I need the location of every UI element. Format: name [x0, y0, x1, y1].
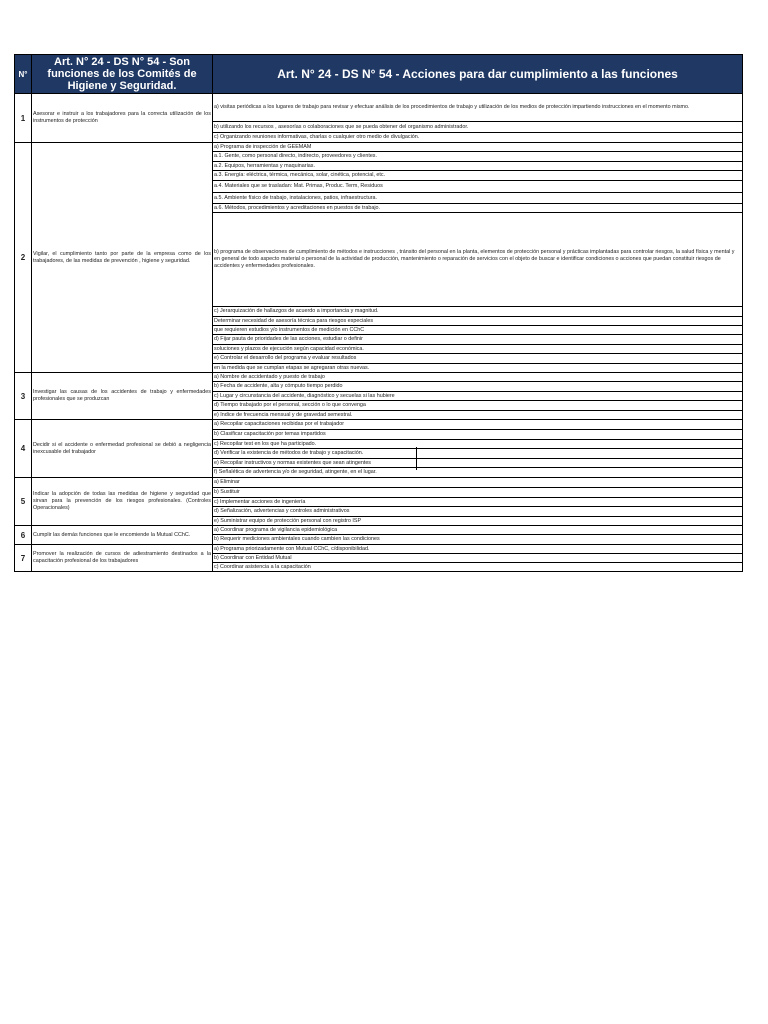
- action-item: a) Nombre de accidentado y puesto de trabajo: [213, 373, 743, 382]
- row-number: 5: [15, 478, 32, 526]
- row-number: 3: [15, 373, 32, 420]
- action-item: a.4. Materiales que se trasladan: Mat. Primas, Produc. Term, Residuos: [213, 181, 743, 193]
- action-item: c) Organizando reuniones informativas, charlas o cualquier otro medio de divulgación.: [213, 133, 743, 143]
- action-item: e) Recopilar instructivos y normas existentes que sean atingentes: [213, 459, 743, 468]
- action-item: a) Programa de inspección de GEEMAM: [213, 143, 743, 152]
- action-item: Determinar necesidad de asesoría técnica para riesgos especiales: [213, 317, 743, 326]
- function-text: Cumplir las demás funciones que le encomiende la Mutual CChC.: [32, 526, 213, 545]
- action-item: e) Suministrar equipo de protección personal con registro ISP: [213, 517, 743, 526]
- header-functions: Art. N° 24 - DS N° 54 - Son funciones de los Comités de Higiene y Seguridad.: [32, 55, 213, 94]
- action-item: c) Coordinar asistencia a la capacitación: [213, 563, 743, 572]
- action-item: a) Coordinar programa de vigilancia epidemiológica: [213, 526, 743, 535]
- action-item: a) Eliminar: [213, 478, 743, 488]
- row-number: 7: [15, 545, 32, 572]
- action-item: a.2. Equipos, herramientas y maquinarias.: [213, 162, 743, 171]
- action-item: soluciones y plazos de ejecución según capacidad económica.: [213, 345, 743, 354]
- function-text: Promover la realización de cursos de adiestramiento destinados a la capacitación profesional de los trabajadores: [32, 545, 213, 572]
- row-number: 1: [15, 94, 32, 143]
- action-item: e) Controlar el desarrollo del programa y evaluar resultados: [213, 354, 743, 364]
- function-text: Investigar las causas de los accidentes de trabajo y enfermedades profesionales que se produzcan: [32, 373, 213, 420]
- action-item: c) Recopilar test en los que ha participado.: [213, 440, 743, 449]
- action-item: b) Fecha de accidente, alta y cómputo tiempo perdido: [213, 382, 743, 392]
- action-item: e) Indice de frecuencia mensual y de gravedad semestral.: [213, 411, 743, 420]
- function-text: Asesorar e instruir a los trabajadores para la correcta utilización de los instrumentos de protección: [32, 94, 213, 143]
- action-item: c) Jerarquización de hallazgos de acuerdo a importancia y magnitud.: [213, 307, 743, 317]
- action-item: b) Clasificar capacitación por temas impartidos: [213, 430, 743, 440]
- action-item: b) Coordinar con Entidad Mutual: [213, 554, 743, 563]
- table-header: [15, 55, 743, 94]
- table-row: [15, 478, 743, 488]
- header-number: N°: [15, 55, 32, 94]
- action-item: b) Requerir mediciones ambientales cuando cambien las condiciones: [213, 535, 743, 545]
- action-item: d) Tiempo trabajado por el personal, sección o lo que convenga: [213, 401, 743, 411]
- action-item: que requieren estudios y/o instrumentos de medición en CChC: [213, 326, 743, 335]
- action-item: b) Sustituir: [213, 488, 743, 498]
- row-number: 2: [15, 143, 32, 373]
- function-text: Indicar la adopción de todas las medidas de higiene y seguridad que sirvan para la prevención de los riesgos profesionales. (Controles Operacionales): [32, 478, 213, 526]
- action-item: d) Verificar la existencia de métodos de trabajo y capacitación.: [213, 449, 743, 459]
- action-item: f) Señalética de advertencia y/o de seguridad, atingente, en el lugar.: [213, 468, 743, 478]
- header-actions: Art. N° 24 - DS N° 54 - Acciones para dar cumplimiento a las funciones: [213, 55, 743, 94]
- function-text: Vigilar, el cumplimiento tanto por parte de la empresa como de los trabajadores, de las medidas de prevención , higiene y seguridad.: [32, 143, 213, 373]
- action-item: c) Lugar y circunstancia del accidente, diagnóstico y secuelas si las hubiere: [213, 392, 743, 401]
- action-item: a.1. Gente, como personal directo, indirecto, proveedores y clientes.: [213, 152, 743, 162]
- document-sheet: [14, 54, 742, 572]
- action-item: b) programa de observaciones de cumplimiento de métodos e instrucciones , tránsito del personal en la planta, elementos de protección personal y prácticas implantadas para controlar riesgos, la salud física y mental y en general de todo aspecto material o personal de la actividad de producción, mantenimiento o reparación de servicios con el objeto de buscar e identificar condiciones o acciones que puedan constituir riesgos de accidentes y enfermedades profesionales.: [213, 213, 743, 307]
- action-item: a.3. Energía: eléctrica, térmica, mecánica, solar, cinética, potencial, etc.: [213, 171, 743, 181]
- action-item: a.6. Métodos, procedimientos y acreditaciones en puestos de trabajo.: [213, 204, 743, 213]
- table-body: [15, 94, 743, 572]
- table-row: [15, 373, 743, 382]
- table-row: [15, 526, 743, 535]
- functions-table: [14, 54, 743, 572]
- row-number: 4: [15, 420, 32, 478]
- grid-line: [416, 447, 417, 470]
- action-item: a) visitas periódicas a los lugares de trabajo para revisar y efectuar análisis de los procedimientos de trabajo y utilización de los medios de protección impartiendo instrucciones en el momento mismo.: [213, 94, 743, 122]
- table-row: [15, 420, 743, 430]
- function-text: Decidir si el accidente o enfermedad profesional se debió a negligencia inexcusable del trabajador: [32, 420, 213, 478]
- action-item: a) Recopilar capacitaciones recibidas por el trabajador: [213, 420, 743, 430]
- action-item: a.5. Ambiente físico de trabajo, instalaciones, patios, infraestructura.: [213, 193, 743, 204]
- action-item: d) Señalización, advertencias y controles administrativos: [213, 507, 743, 517]
- row-number: 6: [15, 526, 32, 545]
- action-item: en la medida que se cumplan etapas se agregaran otras nuevas.: [213, 364, 743, 373]
- action-item: a) Programa priorizadamente con Mutual CChC, c/disponibilidad.: [213, 545, 743, 554]
- action-item: c) Implementar acciones de ingeniería: [213, 498, 743, 507]
- table-row: [15, 545, 743, 554]
- action-item: b) utilizando los recursos , asesorías o colaboraciones que se pueda obtener del organismo administrador.: [213, 122, 743, 133]
- table-row: [15, 143, 743, 152]
- action-item: d) Fijar pauta de prioridades de las acciones, estudiar o definir: [213, 335, 743, 345]
- table-row: [15, 94, 743, 122]
